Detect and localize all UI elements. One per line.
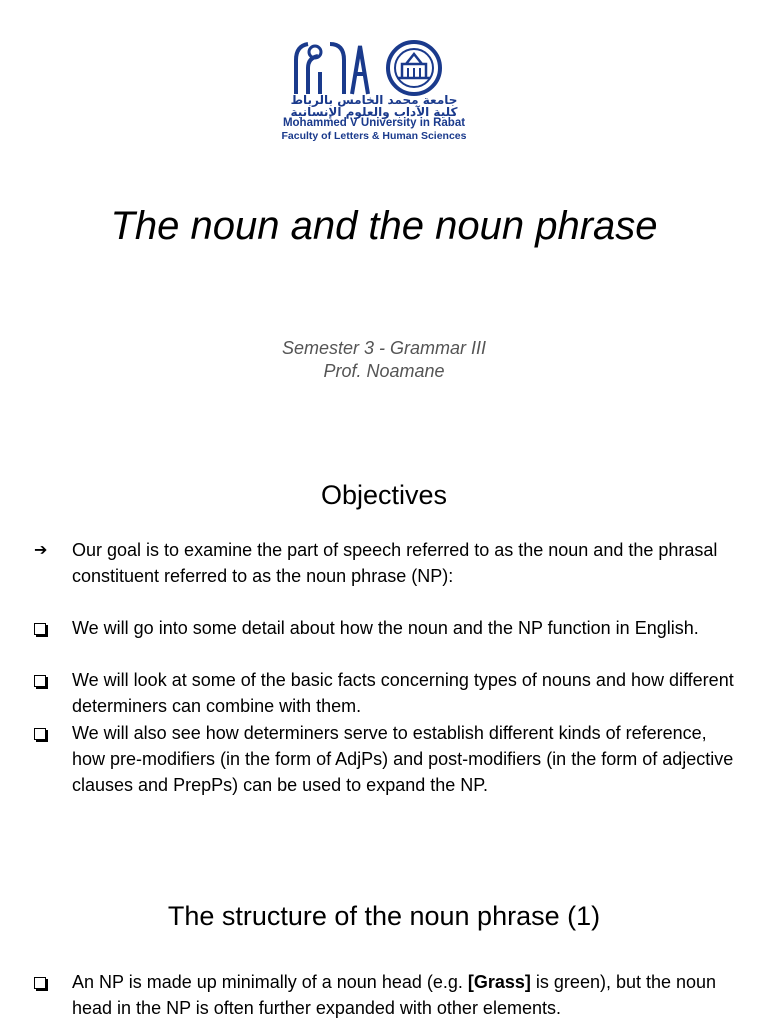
structure-item-text: An NP is made up minimally of a noun head (e.g. [Grass] is green), but the noun head in the NP is often further expanded with other elements. xyxy=(72,972,717,1018)
objective-item xyxy=(34,667,734,719)
course-subtitle: Semester 3 - Grammar III xyxy=(281,338,487,358)
objective-item xyxy=(34,720,734,798)
objective-item-text: We will look at some of the basic facts concerning types of nouns and how different determiners can combine with them. xyxy=(72,670,734,716)
objective-item-text: We will also see how determiners serve to establish different kinds of reference, how pre-modifiers (in the form of AdjPs) and post-modifiers (in the form of adjective clauses and PrepPs) can be used to expand the NP. xyxy=(72,723,734,795)
checkbox-bullet-icon xyxy=(34,667,58,695)
university-emblem-icon xyxy=(290,38,460,96)
objective-item-text: We will go into some detail about how the noun and the NP function in English. xyxy=(72,618,699,638)
logo-faculty-name: Faculty of Letters & Human Sciences xyxy=(281,130,467,142)
structure-heading: The structure of the noun phrase (1) xyxy=(167,901,601,931)
structure-item xyxy=(34,969,734,1021)
checkbox-bullet-icon xyxy=(34,720,58,748)
objective-item xyxy=(34,615,734,641)
professor-subtitle: Prof. Noamane xyxy=(323,361,445,381)
objectives-heading: Objectives xyxy=(320,480,448,510)
example-noun-head: [Grass] xyxy=(467,972,531,992)
checkbox-bullet-icon xyxy=(34,615,58,643)
checkbox-bullet-icon xyxy=(34,969,58,997)
logo-university-name: Mohammed V University in Rabat xyxy=(282,117,466,129)
objective-goal xyxy=(34,537,734,589)
page-title: The noun and the noun phrase xyxy=(110,204,658,248)
arrow-icon: ➔ xyxy=(34,540,48,559)
university-logo xyxy=(262,36,486,144)
logo-arabic-text: جامعة محمد الخامس بالرباط كلية الآداب والعلوم الإنسانية xyxy=(290,93,458,119)
objective-goal-text: Our goal is to examine the part of speech referred to as the noun and the phrasal constituent referred to as the noun phrase (NP): xyxy=(72,540,718,586)
